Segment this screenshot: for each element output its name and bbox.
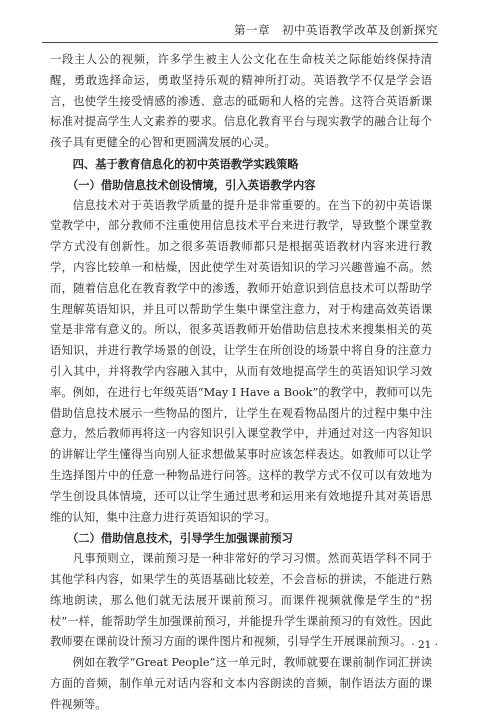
running-header: 第一章 初中英语教学改革及创新探究 bbox=[234, 23, 438, 37]
page-body bbox=[50, 50, 432, 716]
paragraph: 一段主人公的视频，许多学生被主人公文化在生命枝关之际能始终保持清醒，勇敢选择命运，勇敢坚持乐观的精神所打动。英语教学不仅是学会语言，也使学生接受情感的渗透、意志的砥砺和人格的完善。这符合英语新课标准对提高学生人文素养的要求。信息化教育平台与现实教学的融合让每个孩子具有更健全的心智和更圆满发展的心灵。 bbox=[50, 53, 432, 150]
subsection-heading: （二）借助信息技术，引导学生加强课前预习 bbox=[66, 531, 293, 546]
header-rule bbox=[42, 42, 438, 43]
section-heading: 四、基于教育信息化的初中英语教学实践策略 bbox=[72, 156, 299, 171]
paragraph: 例如在教学“Great People”这一单元时，教师就要在课前制作词汇拼读方面的音频，制作单元对话内容和文本内容朗读的音频，制作语法方面的课件视频等。 bbox=[50, 656, 432, 711]
paragraph: 凡事预则立，课前预习是一种非常好的学习习惯。然而英语学科不同于其他学科内容，如果学生的英语基础比较差，不会音标的拼读，不能进行熟练地朗读，那么他们就无法展开课前预习。而课件视频就像是学生的“拐杖”一样，能帮助学生加强课前预习，并能提升学生课前预习的有效性。因此教师要在课前设计预习方面的课件图片和视频，引导学生开展课前预习。 bbox=[50, 552, 432, 649]
paragraph: 信息技术对于英语教学质量的提升是非常重要的。在当下的初中英语课堂教学中，部分教师不注重使用信息技术平台来进行教学，导致整个课堂教学方式没有创新性。加之很多英语教师都只是根据英语教材内容来进行教学，内容比较单一和枯燥，因此使学生对英语知识的学习兴趣普遍不高。然而，随着信息化在教育教学中的渗透，教师开始意识到信息技术可以帮助学生理解英语知识，并且可以帮助学生集中课堂注意力，对于构建高效英语课堂是非常有意义的。所以，很多英语教师开始借助信息技术来搜集相关的英语知识，并进行教学场景的创设，让学生在所创设的场景中将自身的注意力引入其中，并将教学内容融入其中，从而有效地提高学生的英语知识学习效率。例如，在进行七年级英语“May I Have a Book”的教学中，教师可以先借助信息技术展示一些物品的图片，让学生在观看物品图片的过程中集中注意力，然后教师再将这一内容知识引入课堂教学中，并通过对这一内容知识的讲解让学生懂得当向别人征求想做某事时应该怎样表达。如教师可以让学生选择图片中的任意一种物品进行问答。这样的教学方式不仅可以有效地为学生创设具体情境，还可以让学生通过思考和运用来有效地提升其对英语思维的认知，集中注意力进行英语知识的学习。 bbox=[50, 198, 432, 524]
page-number: · 21 · bbox=[411, 639, 438, 651]
subsection-heading: （一）借助信息技术创设情境，引入英语教学内容 bbox=[66, 177, 316, 192]
